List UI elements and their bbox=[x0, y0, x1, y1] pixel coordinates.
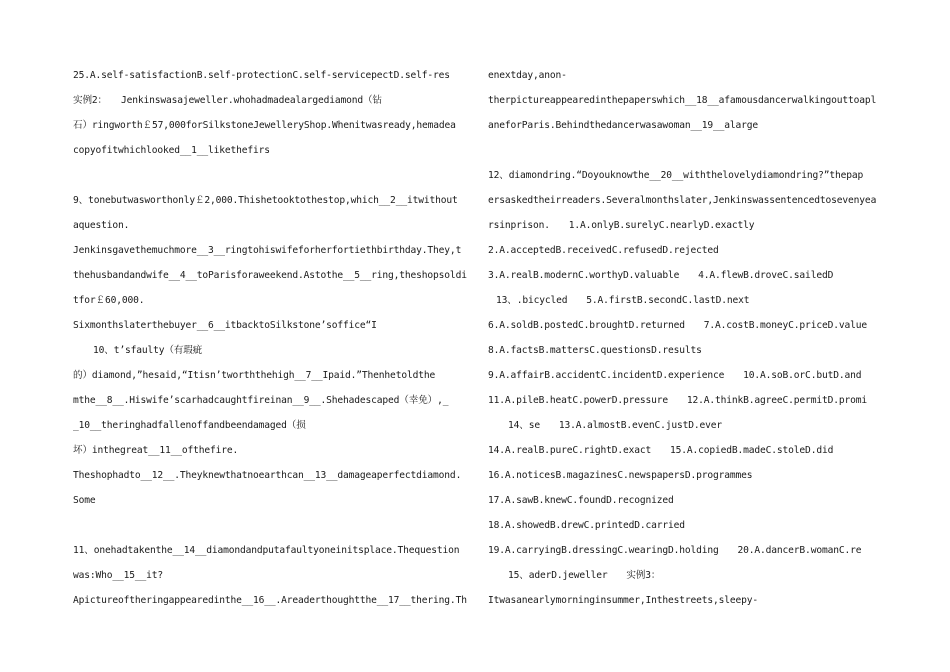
text-line: Some bbox=[73, 495, 96, 506]
text-line: 的）diamond,”hesaid,“Itisn’tworththehigh__7__Ipaid.”Thenhetoldthe bbox=[73, 370, 436, 381]
text-line: tfor￡60,000. bbox=[73, 295, 145, 306]
text-line: 坏）inthegreat__11__ofthefire. bbox=[73, 445, 239, 456]
text-line: 8.A.factsB.mattersC.questionsD.results bbox=[488, 345, 702, 356]
text-line: mthe__8__.Hiswife’scarhadcaughtfireinan__9__.Shehadescaped（幸免）,_ bbox=[73, 395, 449, 406]
text-line: 11、onehadtakenthe__14__diamondandputafaultyoneinitsplace.Thequestion bbox=[73, 545, 460, 556]
text-line: 3.A.realB.modernC.worthyD.valuable 4.A.flewB.droveC.sailedD bbox=[488, 270, 834, 281]
text-line: therpictureappearedinthepaperswhich__18__afamousdancerwalkingouttoapl bbox=[488, 95, 877, 106]
text-line: 11.A.pileB.heatC.powerD.pressure 12.A.thinkB.agreeC.permitD.promi bbox=[488, 395, 867, 406]
text-line: 12、diamondring.“Doyouknowthe__20__withthelovelydiamondring?”thepap bbox=[488, 170, 864, 181]
text-line: 15、aderD.jeweller 实例3： bbox=[508, 570, 661, 581]
text-line: thehusbandandwife__4__toParisforaweekend.Astothe__5__ring,theshopsoldi bbox=[73, 270, 467, 281]
text-line: _10__theringhadfallenoffandbeendamaged（损 bbox=[73, 420, 306, 431]
text-line: 17.A.sawB.knewC.foundD.recognized bbox=[488, 495, 674, 506]
text-line: was:Who__15__it? bbox=[73, 570, 164, 581]
text-line: 9.A.affairB.accidentC.incidentD.experience 10.A.soB.orC.butD.and bbox=[488, 370, 862, 381]
text-line: aquestion. bbox=[73, 220, 130, 231]
text-line: rsinprison. 1.A.onlyB.surelyC.nearlyD.exactly bbox=[488, 220, 755, 231]
text-line: 6.A.soldB.postedC.broughtD.returned 7.A.costB.moneyC.priceD.value bbox=[488, 320, 867, 331]
text-line: 18.A.showedB.drewC.printedD.carried bbox=[488, 520, 685, 531]
text-line: Theshophadto__12__.Theyknewthatnoearthcan__13__damageaperfectdiamond. bbox=[73, 470, 462, 481]
text-line: 实例2： Jenkinswasajeweller.whohadmadealargediamond（钻 bbox=[73, 95, 382, 106]
text-line: ersaskedtheirreaders.Severalmonthslater,Jenkinswassentencedtosevenyea bbox=[488, 195, 877, 206]
text-line: Sixmonthslaterthebuyer__6__itbacktoSilkstone’soffice“I bbox=[73, 320, 377, 331]
text-line: aneforParis.Behindthedancerwasawoman__19__alarge bbox=[488, 120, 759, 131]
text-line: 9、tonebutwasworthonly￡2,000.Thishetooktothestop,which__2__itwithout bbox=[73, 195, 458, 206]
text-line: 10、t’sfaulty（有瑕疵 bbox=[93, 345, 203, 356]
text-line: 13、.bicycled 5.A.firstB.secondC.lastD.next bbox=[496, 295, 750, 306]
text-line: copyofitwhichlooked__1__likethefirs bbox=[73, 145, 270, 156]
text-line: Itwasanearlymorninginsummer,Inthestreets,sleepy- bbox=[488, 595, 759, 606]
text-line: 石）ringworth￡57,000forSilkstoneJewelleryShop.Whenitwasready,hemadea bbox=[73, 120, 456, 131]
text-line: 14、se 13.A.almostB.evenC.justD.ever bbox=[508, 420, 722, 431]
text-line: 2.A.acceptedB.receivedC.refusedD.rejected bbox=[488, 245, 719, 256]
text-line: 14.A.realB.pureC.rightD.exact 15.A.copiedB.madeC.stoleD.did bbox=[488, 445, 834, 456]
text-line: enextday,anon- bbox=[488, 70, 567, 81]
text-line: 19.A.carryingB.dressingC.wearingD.holding 20.A.dancerB.womanC.re bbox=[488, 545, 862, 556]
text-line: Apictureoftheringappearedinthe__16__.Areaderthoughtthe__17__thering.Th bbox=[73, 595, 467, 606]
text-line: 25.A.self-satisfactionB.self-protectionC.self-servicepectD.self-res bbox=[73, 70, 450, 81]
text-line: Jenkinsgavethemuchmore__3__ringtohiswifeforherfortiethbirthday.They,t bbox=[73, 245, 462, 256]
text-line: 16.A.noticesB.magazinesC.newspapersD.programmes bbox=[488, 470, 753, 481]
